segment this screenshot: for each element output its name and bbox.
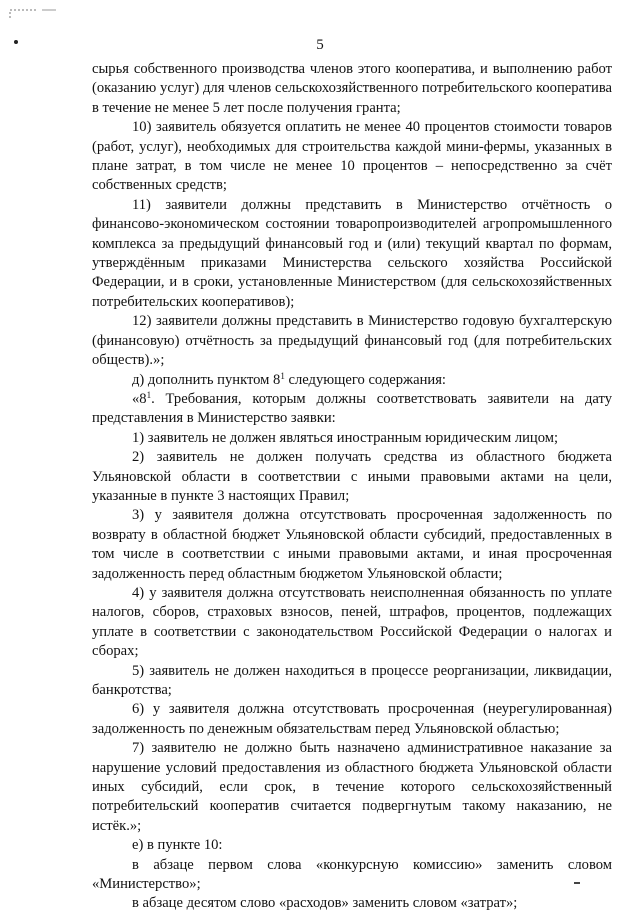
paragraph-item-10: 10) заявитель обязуется оплатить не менее 40 процентов стоимости товаров (работ, услуг), необходимых для строительства каждой мини-фермы, указанных в плане затрат, в том числе не менее 10 процентов – непосредственно за счёт собственных средств; xyxy=(92,119,612,194)
amend-d-text: д) дополнить пунктом 8 xyxy=(132,371,281,388)
requirement-6: 6) у заявителя должна отсутствовать просроченная (неурегулированная) задолженность по денежным обязательствам перед Ульяновской областью; xyxy=(92,701,612,737)
paragraph: сырья собственного производства членов этого кооператива, и выполнению работ (оказанию услуг) для членов сельскохозяйственного потребительского кооператива в течение не менее 5 лет после получения гранта; xyxy=(92,61,612,116)
page-number: 5 xyxy=(316,37,324,53)
superscript: 1 xyxy=(280,370,285,381)
requirements-heading-start: «8 xyxy=(132,390,147,407)
paragraph-item-12: 12) заявители должны представить в Министерство годовую бухгалтерскую (финансовую) отчётность за предыдущий финансовый год (для потребительских обществ).»; xyxy=(92,313,612,369)
document-body xyxy=(92,60,612,914)
paragraph-item-11: 11) заявители должны представить в Министерство отчётность о финансово-экономическом состоянии товаропроизводителей агропромышленного комплекса за предыдущий финансовый год и (или) текущий квартал по формам, утверждённым приказами Министерства сельского хозяйства Российской Федерации, и в сроки, установленные Министерством (для сельскохозяйственных потребительских кооперативов); xyxy=(92,196,612,310)
requirement-4: 4) у заявителя должна отсутствовать неисполненная обязанность по уплате налогов, сборов, страховых взносов, пеней, штрафов, процентов, подлежащих уплате в соответствии с законодательством Российской Федерации о налогах и сборах; xyxy=(92,584,612,660)
paragraph-amend-e-2: в абзаце десятом слово «расходов» заменить словом «затрат»; xyxy=(132,895,518,912)
requirement-7: 7) заявителю не должно быть назначено административное наказание за нарушение условий предоставления из областного бюджета Ульяновской области иных субсидий, если срок, в течение которого сельскохозяйственный потребительский кооператив считается подвергнутым такому наказанию, не истёк.»; xyxy=(92,740,612,834)
requirement-5: 5) заявитель не должен находиться в процессе реорганизации, ликвидации, банкротства; xyxy=(92,662,612,698)
paragraph-amend-e-1: в абзаце первом слова «конкурсную комиссию» заменить словом «Министерство»; xyxy=(92,856,612,893)
requirement-2: 2) заявитель не должен получать средства из областного бюджета Ульяновской области в соответствии с иными правовыми актами на цели, указанные в пункте 3 настоящих Правил; xyxy=(92,449,612,504)
superscript: 1 xyxy=(146,389,152,400)
requirement-3: 3) у заявителя должна отсутствовать просроченная задолженность по возврату в областной бюджет Ульяновской области субсидий, предоставленных в том числе в соответствии с иными правовыми актами, и иная просроченная задолженность перед областным бюджетом Ульяновской области; xyxy=(92,507,612,582)
paragraph-requirements-heading xyxy=(92,390,612,429)
requirements-heading-text: . Требования, которым должны соответствовать заявители на дату представления в Министерство заявки: xyxy=(92,390,612,427)
scan-edge-mark xyxy=(574,882,580,884)
paragraph-amend-e: е) в пункте 10: xyxy=(132,837,223,854)
amend-d-text-end: следующего содержания: xyxy=(284,371,446,388)
requirement-1: 1) заявитель не должен являться иностранным юридическим лицом; xyxy=(132,429,559,446)
paragraph-amend-d xyxy=(92,371,612,390)
